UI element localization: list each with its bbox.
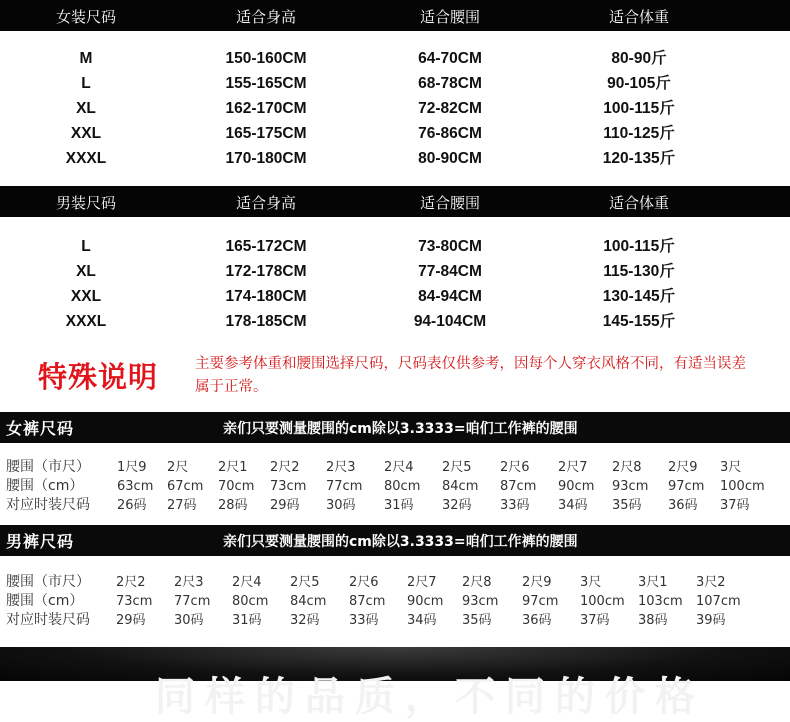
row-label: 腰围（cm） bbox=[6, 478, 84, 494]
pants-value: 2尺 bbox=[167, 460, 189, 475]
header-waist: 适合腰围 bbox=[419, 8, 480, 26]
pants-value: 2尺4 bbox=[384, 460, 414, 475]
pants-row-waist-cm bbox=[0, 477, 790, 496]
cell-weight: 130-145斤 bbox=[602, 288, 676, 305]
pants-value: 36码 bbox=[522, 613, 552, 628]
pants-value: 2尺6 bbox=[500, 460, 530, 475]
pants-value: 34码 bbox=[558, 498, 588, 513]
pants-value: 2尺6 bbox=[349, 575, 379, 590]
pants-value: 67cm bbox=[167, 479, 204, 494]
row-label: 对应时装尺码 bbox=[6, 612, 90, 628]
women-pants-header bbox=[0, 412, 790, 443]
pants-value: 30码 bbox=[326, 498, 356, 513]
pants-value: 29码 bbox=[270, 498, 300, 513]
pants-value: 107cm bbox=[696, 594, 741, 609]
cell-weight: 110-125斤 bbox=[603, 125, 675, 142]
pants-value: 70cm bbox=[218, 479, 255, 494]
cell-weight: 100-115斤 bbox=[603, 100, 675, 117]
women-pants-note: 亲们只要测量腰围的cm除以3.3333=咱们工作裤的腰围 bbox=[223, 421, 578, 437]
pants-value: 2尺1 bbox=[218, 460, 248, 475]
cell-size: XL bbox=[76, 100, 96, 117]
pants-value: 2尺2 bbox=[270, 460, 300, 475]
header-waist: 适合腰围 bbox=[419, 194, 480, 212]
special-note-text: 主要参考体重和腰围选择尺码，尺码表仅供参考，因每个人穿衣风格不同，有适当误差属于正常。 bbox=[195, 356, 746, 395]
cell-height: 165-175CM bbox=[225, 125, 307, 142]
pants-value: 2尺3 bbox=[326, 460, 356, 475]
cell-waist: 77-84CM bbox=[418, 263, 482, 280]
pants-value: 35码 bbox=[612, 498, 642, 513]
pants-value: 31码 bbox=[384, 498, 414, 513]
pants-value: 2尺7 bbox=[407, 575, 437, 590]
cell-waist: 72-82CM bbox=[418, 100, 482, 117]
pants-value: 90cm bbox=[407, 594, 444, 609]
pants-value: 97cm bbox=[668, 479, 705, 494]
cell-size: M bbox=[79, 50, 93, 67]
cell-height: 170-180CM bbox=[225, 150, 307, 167]
cell-size: L bbox=[81, 75, 91, 92]
pants-value: 2尺4 bbox=[232, 575, 262, 590]
women-pants-table bbox=[0, 450, 790, 525]
special-note-title: 特殊说明 bbox=[38, 360, 159, 394]
pants-value: 38码 bbox=[638, 613, 668, 628]
cell-waist: 94-104CM bbox=[413, 313, 487, 330]
pants-value: 35码 bbox=[462, 613, 492, 628]
pants-value: 36码 bbox=[668, 498, 698, 513]
men-pants-note: 亲们只要测量腰围的cm除以3.3333=咱们工作裤的腰围 bbox=[223, 534, 578, 550]
cell-height: 174-180CM bbox=[225, 288, 307, 305]
table-row bbox=[0, 309, 790, 334]
pants-value: 32码 bbox=[442, 498, 472, 513]
pants-value: 2尺8 bbox=[462, 575, 492, 590]
pants-value: 2尺5 bbox=[442, 460, 472, 475]
pants-value: 100cm bbox=[580, 594, 625, 609]
pants-value: 1尺9 bbox=[117, 460, 147, 475]
pants-value: 2尺9 bbox=[522, 575, 552, 590]
cell-size: L bbox=[81, 238, 91, 255]
pants-value: 84cm bbox=[442, 479, 479, 494]
header-height: 适合身高 bbox=[235, 194, 296, 212]
table-row bbox=[0, 259, 790, 284]
pants-row-size bbox=[0, 496, 790, 515]
women-pants-title: 女裤尺码 bbox=[6, 419, 75, 438]
pants-value: 80cm bbox=[384, 479, 421, 494]
table-row bbox=[0, 234, 790, 259]
cell-waist: 84-94CM bbox=[418, 288, 482, 305]
table-row bbox=[0, 71, 790, 96]
cell-size: XL bbox=[76, 263, 96, 280]
pants-value: 3尺2 bbox=[696, 575, 726, 590]
header-height: 适合身高 bbox=[235, 8, 296, 26]
header-size: 女装尺码 bbox=[55, 8, 116, 26]
cell-weight: 100-115斤 bbox=[603, 238, 675, 255]
pants-value: 2尺2 bbox=[116, 575, 146, 590]
header-size: 男装尺码 bbox=[55, 194, 116, 212]
cell-weight: 115-130斤 bbox=[603, 263, 675, 280]
pants-value: 80cm bbox=[232, 594, 269, 609]
pants-value: 39码 bbox=[696, 613, 726, 628]
table-row bbox=[0, 146, 790, 171]
cell-waist: 80-90CM bbox=[418, 150, 482, 167]
pants-value: 2尺9 bbox=[668, 460, 698, 475]
pants-value: 87cm bbox=[500, 479, 537, 494]
cell-waist: 64-70CM bbox=[418, 50, 482, 67]
cell-size: XXL bbox=[70, 125, 102, 142]
pants-row-waist-chi bbox=[0, 573, 790, 592]
pants-value: 27码 bbox=[167, 498, 197, 513]
women-size-header bbox=[0, 0, 790, 31]
pants-value: 3尺 bbox=[720, 460, 742, 475]
pants-value: 34码 bbox=[407, 613, 437, 628]
pants-value: 73cm bbox=[270, 479, 307, 494]
pants-value: 103cm bbox=[638, 594, 683, 609]
cell-size: XXXL bbox=[65, 313, 107, 330]
bottom-banner bbox=[0, 647, 790, 720]
pants-value: 29码 bbox=[116, 613, 146, 628]
pants-value: 2尺7 bbox=[558, 460, 588, 475]
special-note bbox=[0, 340, 790, 412]
men-pants-table bbox=[0, 565, 790, 640]
pants-row-waist-chi bbox=[0, 458, 790, 477]
cell-height: 162-170CM bbox=[225, 100, 307, 117]
pants-row-waist-cm bbox=[0, 592, 790, 611]
row-label: 腰围（市尺） bbox=[6, 459, 90, 475]
cell-height: 150-160CM bbox=[225, 50, 307, 67]
cell-height: 178-185CM bbox=[225, 313, 307, 330]
pants-value: 77cm bbox=[174, 594, 211, 609]
cell-weight: 80-90斤 bbox=[611, 50, 667, 67]
pants-value: 28码 bbox=[218, 498, 248, 513]
row-label: 腰围（cm） bbox=[6, 593, 84, 609]
men-size-header bbox=[0, 186, 790, 217]
men-pants-title: 男裤尺码 bbox=[6, 532, 75, 551]
pants-value: 77cm bbox=[326, 479, 363, 494]
pants-value: 97cm bbox=[522, 594, 559, 609]
pants-value: 33码 bbox=[349, 613, 379, 628]
cell-weight: 90-105斤 bbox=[607, 75, 671, 92]
table-row bbox=[0, 121, 790, 146]
cell-waist: 73-80CM bbox=[418, 238, 482, 255]
cell-size: XXL bbox=[70, 288, 102, 305]
cell-height: 155-165CM bbox=[225, 75, 307, 92]
pants-value: 3尺1 bbox=[638, 575, 668, 590]
pants-value: 3尺 bbox=[580, 575, 602, 590]
pants-value: 93cm bbox=[612, 479, 649, 494]
cell-weight: 120-135斤 bbox=[602, 150, 676, 167]
pants-row-size bbox=[0, 611, 790, 630]
row-label: 对应时装尺码 bbox=[6, 497, 90, 513]
cell-size: XXXL bbox=[65, 150, 107, 167]
header-weight: 适合体重 bbox=[608, 8, 669, 26]
pants-value: 63cm bbox=[117, 479, 154, 494]
pants-value: 2尺5 bbox=[290, 575, 320, 590]
men-pants-header bbox=[0, 525, 790, 556]
pants-value: 90cm bbox=[558, 479, 595, 494]
pants-value: 32码 bbox=[290, 613, 320, 628]
header-weight: 适合体重 bbox=[608, 194, 669, 212]
cell-height: 172-178CM bbox=[225, 263, 307, 280]
pants-value: 31码 bbox=[232, 613, 262, 628]
pants-value: 100cm bbox=[720, 479, 765, 494]
cell-waist: 68-78CM bbox=[418, 75, 482, 92]
pants-value: 84cm bbox=[290, 594, 327, 609]
pants-value: 26码 bbox=[117, 498, 147, 513]
row-label: 腰围（市尺） bbox=[6, 574, 90, 590]
pants-value: 93cm bbox=[462, 594, 499, 609]
pants-value: 73cm bbox=[116, 594, 153, 609]
pants-value: 37码 bbox=[580, 613, 610, 628]
pants-value: 37码 bbox=[720, 498, 750, 513]
pants-value: 2尺3 bbox=[174, 575, 204, 590]
pants-value: 2尺8 bbox=[612, 460, 642, 475]
cell-weight: 145-155斤 bbox=[602, 313, 676, 330]
pants-value: 87cm bbox=[349, 594, 386, 609]
banner-text: 同样的品质，不同的价格 bbox=[155, 674, 705, 720]
table-row bbox=[0, 284, 790, 309]
cell-height: 165-172CM bbox=[225, 238, 307, 255]
pants-value: 33码 bbox=[500, 498, 530, 513]
cell-waist: 76-86CM bbox=[418, 125, 482, 142]
table-row bbox=[0, 96, 790, 121]
table-row bbox=[0, 46, 790, 71]
pants-value: 30码 bbox=[174, 613, 204, 628]
